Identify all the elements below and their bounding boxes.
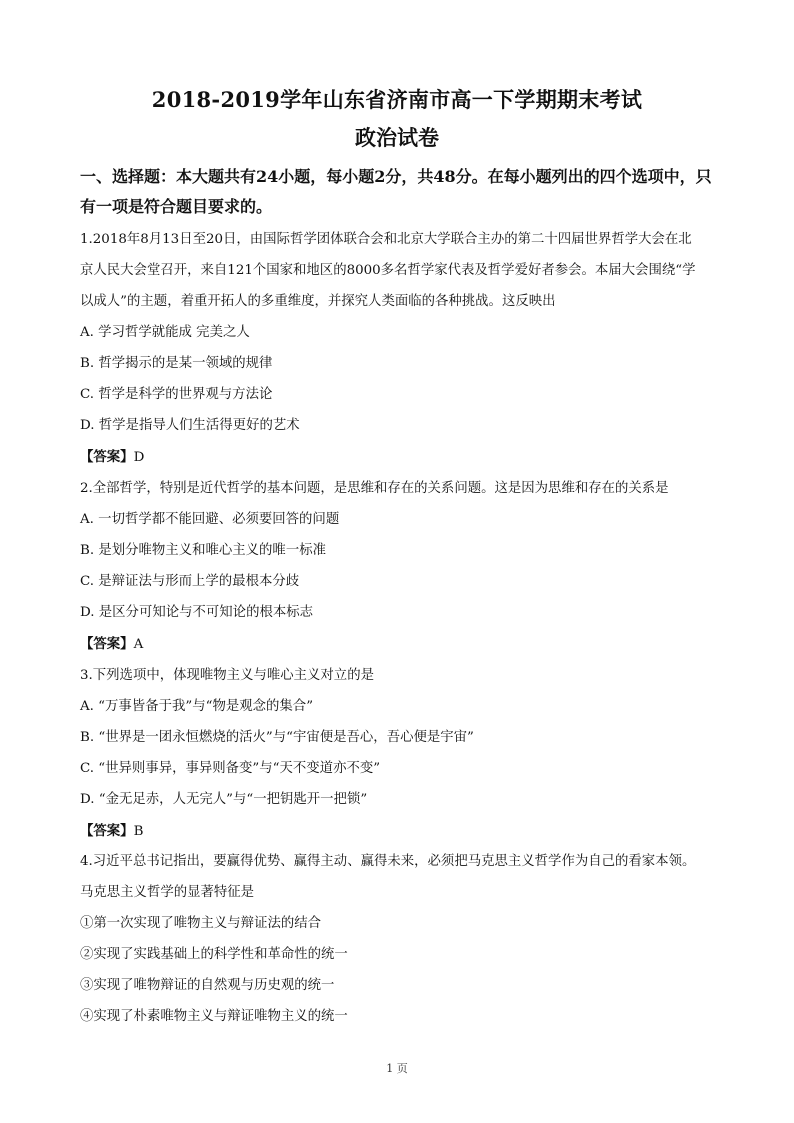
page-number: 1 页 bbox=[386, 1062, 408, 1075]
q2-answer-label: 【答案】 bbox=[80, 636, 134, 652]
q4-stem-line-2: 马克思主义哲学的显著特征是 bbox=[80, 885, 255, 900]
q3-stem-line-1: 3.下列选项中，体现唯物主义与唯心主义对立的是 bbox=[80, 668, 374, 683]
q2-option-d: D. 是区分可知论与不可知论的根本标志 bbox=[80, 605, 314, 620]
q3-answer-value: B bbox=[133, 824, 144, 839]
section-heading bbox=[80, 162, 720, 222]
q4-statement-4: ④实现了朴素唯物主义与辩证唯物主义的统一 bbox=[80, 1009, 348, 1024]
q4-statement-1: ①第一次实现了唯物主义与辩证法的结合 bbox=[80, 916, 322, 931]
q1-option-d: D. 哲学是指导人们生活得更好的艺术 bbox=[80, 418, 300, 433]
q2-answer bbox=[80, 635, 720, 654]
q2-answer-value: A bbox=[133, 637, 144, 652]
q3-answer-label: 【答案】 bbox=[80, 823, 134, 839]
section-heading-line-1: 一、选择题：本大题共有24小题，每小题2分，共48分。在每小题列出的四个选项中，只 bbox=[80, 167, 712, 186]
q2-option-b: B. 是划分唯物主义和唯心主义的唯一标准 bbox=[80, 543, 326, 558]
q1-stem-line-3: 以成人”的主题，着重开拓人的多重维度，并探究人类面临的各种挑战。这反映出 bbox=[80, 294, 556, 309]
q4-statement-3: ③实现了唯物辩证的自然观与历史观的统一 bbox=[80, 978, 335, 993]
q2-option-a: A. 一切哲学都不能回避、必须要回答的问题 bbox=[80, 512, 340, 527]
q1-answer-label: 【答案】 bbox=[80, 449, 134, 465]
document-subtitle: 政治试卷 bbox=[355, 125, 439, 150]
q1-stem-line-1: 1.2018年8月13日至20日，由国际哲学团体联合会和北京大学联合主办的第二十四届世界哲学大会在北 bbox=[80, 232, 692, 247]
q3-option-d: D. “金无足赤，人无完人”与“一把钥匙开一把锁” bbox=[80, 792, 368, 807]
q1-answer-value: D bbox=[133, 450, 145, 465]
section-heading-line-2: 有一项是符合题目要求的。 bbox=[80, 197, 273, 216]
q2-stem-line-1: 2.全部哲学，特别是近代哲学的基本问题，是思维和存在的关系问题。这是因为思维和存在的关系是 bbox=[80, 481, 669, 496]
q1-stem-line-2: 京人民大会堂召开，来自121个国家和地区的8000多名哲学家代表及哲学爱好者参会。本届大会围绕“学 bbox=[80, 263, 696, 278]
q3-option-c: C. “世异则事异，事异则备变”与“天不变道亦不变” bbox=[80, 761, 381, 776]
document-title: 2018-2019学年山东省济南市高一下学期期末考试 bbox=[151, 87, 643, 112]
q4-stem-line-1: 4.习近平总书记指出，要赢得优势、赢得主动、赢得未来，必须把马克思主义哲学作为自己的看家本领。 bbox=[80, 854, 696, 869]
q1-option-c: C. 哲学是科学的世界观与方法论 bbox=[80, 387, 273, 402]
q3-option-a: A. “万事皆备于我”与“物是观念的集合” bbox=[80, 699, 314, 714]
q4-statement-2: ②实现了实践基础上的科学性和革命性的统一 bbox=[80, 947, 348, 962]
q1-option-b: B. 哲学揭示的是某一领域的规律 bbox=[80, 356, 273, 371]
q3-option-b: B. “世界是一团永恒燃烧的活火”与“宇宙便是吾心，吾心便是宇宙” bbox=[80, 730, 474, 745]
q3-answer bbox=[80, 822, 720, 841]
q1-answer bbox=[80, 448, 720, 467]
q2-option-c: C. 是辩证法与形而上学的最根本分歧 bbox=[80, 574, 300, 589]
q1-option-a: A. 学习哲学就能成 完美之人 bbox=[80, 325, 250, 340]
